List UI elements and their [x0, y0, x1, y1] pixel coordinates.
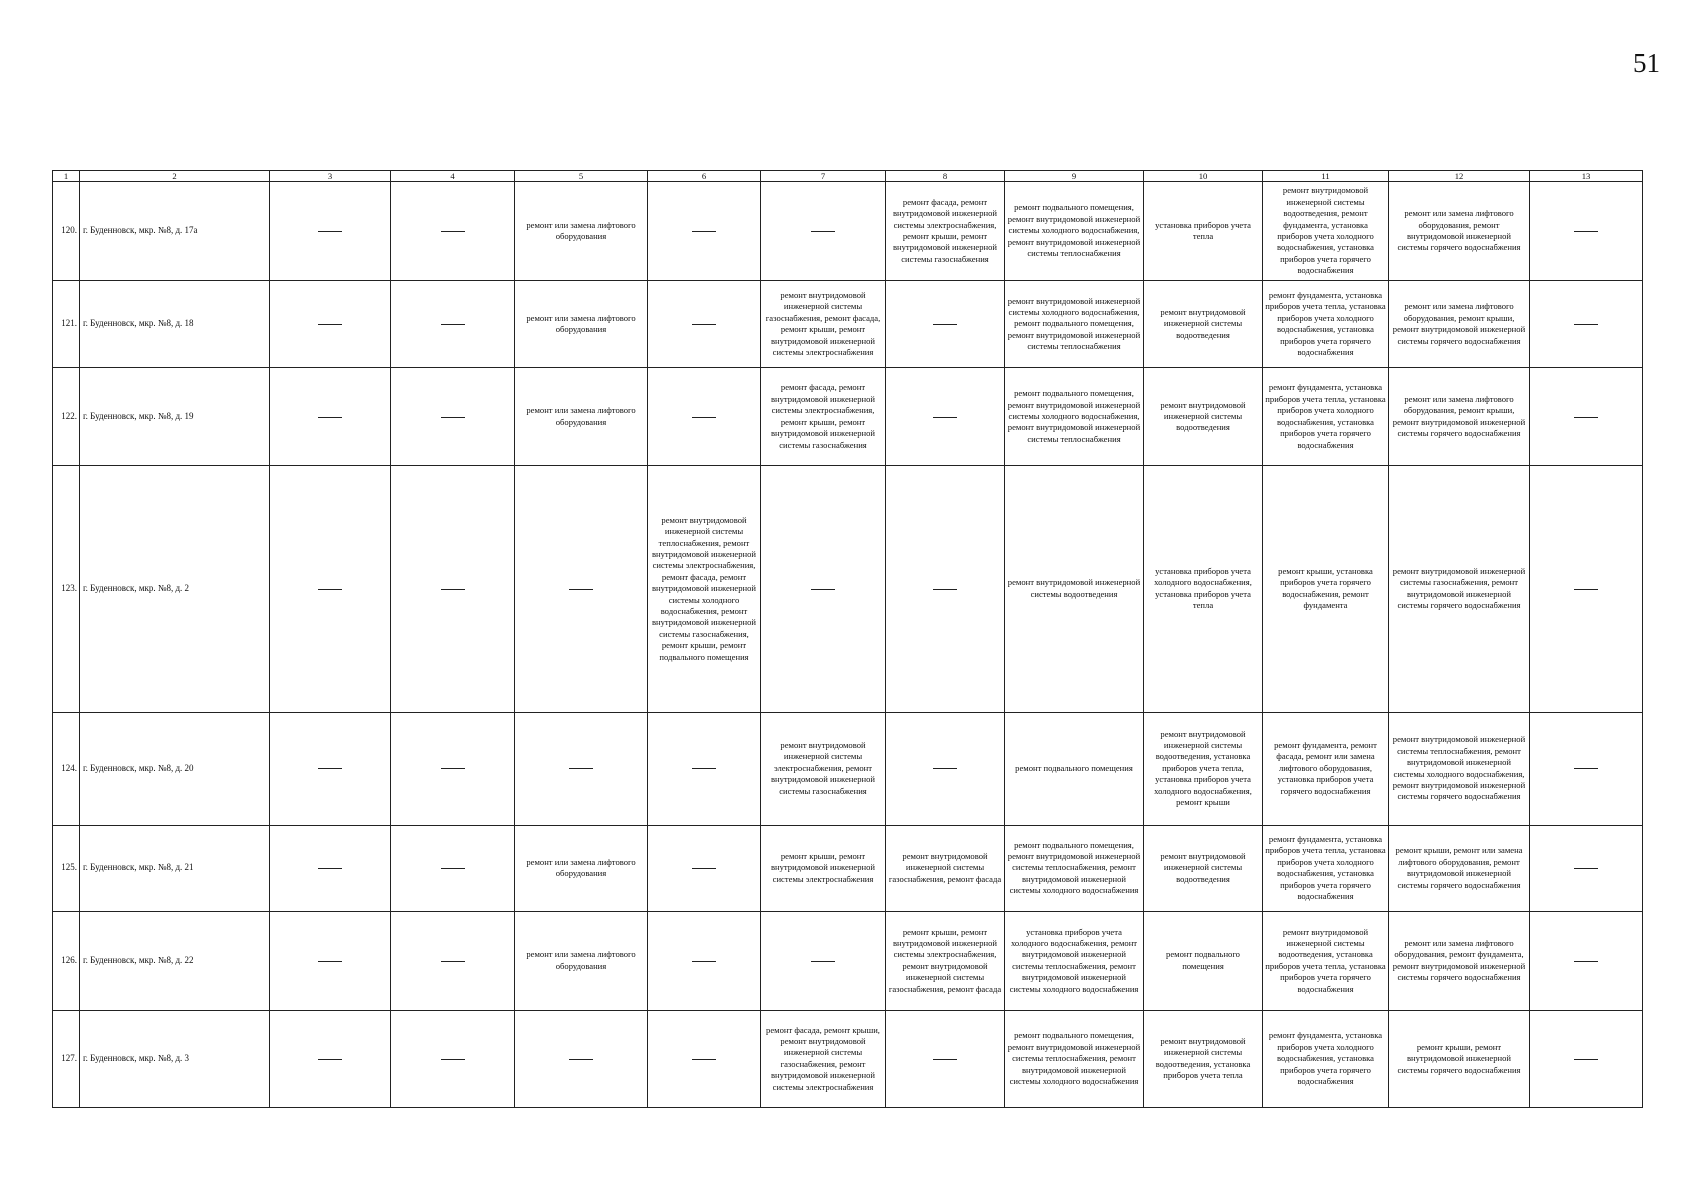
dash-mark [318, 324, 342, 325]
work-cell-c9: ремонт подвального помещения, ремонт внутридомовой инженерной системы холодного водоснабжения, ремонт внутридомовой инженерной системы теплоснабжения [1005, 368, 1144, 466]
empty-cell-c8 [886, 281, 1005, 368]
dash-mark [569, 1059, 593, 1060]
dash-mark [692, 768, 716, 769]
dash-mark [318, 1059, 342, 1060]
empty-cell-c4 [391, 281, 515, 368]
dash-mark [811, 961, 835, 962]
work-cell-c9: установка приборов учета холодного водоснабжения, ремонт внутридомовой инженерной системы теплоснабжения, ремонт внутридомовой инженерной системы холодного водоснабжения [1005, 911, 1144, 1010]
empty-cell-c6 [648, 281, 761, 368]
column-header: 5 [515, 171, 648, 182]
empty-cell-c3 [270, 911, 391, 1010]
empty-cell-c4 [391, 825, 515, 911]
column-header: 10 [1144, 171, 1263, 182]
work-cell-c12: ремонт или замена лифтового оборудования, ремонт крыши, ремонт внутридомовой инженерной системы горячего водоснабжения [1389, 368, 1530, 466]
empty-cell-c3 [270, 825, 391, 911]
work-cell-c5: ремонт или замена лифтового оборудования [515, 281, 648, 368]
dash-mark [441, 961, 465, 962]
work-cell-c9: ремонт внутридомовой инженерной системы холодного водоснабжения, ремонт подвального помещения, ремонт внутридомовой инженерной системы теплоснабжения [1005, 281, 1144, 368]
empty-cell-c6 [648, 368, 761, 466]
dash-mark [1574, 1059, 1598, 1060]
empty-cell-c13 [1530, 911, 1643, 1010]
dash-mark [692, 868, 716, 869]
column-header: 7 [761, 171, 886, 182]
dash-mark [318, 768, 342, 769]
address-cell: г. Буденновск, мкр. №8, д. 18 [80, 281, 270, 368]
dash-mark [811, 231, 835, 232]
work-cell-c10: ремонт внутридомовой инженерной системы водоотведения, установка приборов учета тепла [1144, 1010, 1263, 1107]
empty-cell-c3 [270, 281, 391, 368]
dash-mark [933, 417, 957, 418]
dash-mark [933, 589, 957, 590]
table-row [53, 712, 1643, 825]
address-cell: г. Буденновск, мкр. №8, д. 17а [80, 182, 270, 281]
address-cell: г. Буденновск, мкр. №8, д. 22 [80, 911, 270, 1010]
row-number: 120. [53, 182, 80, 281]
column-header: 12 [1389, 171, 1530, 182]
dash-mark [692, 1059, 716, 1060]
work-cell-c12: ремонт или замена лифтового оборудования, ремонт крыши, ремонт внутридомовой инженерной системы горячего водоснабжения [1389, 281, 1530, 368]
column-header: 8 [886, 171, 1005, 182]
row-number: 124. [53, 712, 80, 825]
dash-mark [1574, 417, 1598, 418]
column-header: 11 [1263, 171, 1389, 182]
work-cell-c12: ремонт крыши, ремонт или замена лифтового оборудования, ремонт внутридомовой инженерной системы горячего водоснабжения [1389, 825, 1530, 911]
dash-mark [441, 868, 465, 869]
empty-cell-c6 [648, 911, 761, 1010]
work-cell-c5: ремонт или замена лифтового оборудования [515, 182, 648, 281]
dash-mark [569, 768, 593, 769]
empty-cell-c4 [391, 368, 515, 466]
dash-mark [933, 768, 957, 769]
work-cell-c11: ремонт крыши, установка приборов учета горячего водоснабжения, ремонт фундамента [1263, 466, 1389, 712]
work-cell-c7: ремонт фасада, ремонт внутридомовой инженерной системы электроснабжения, ремонт крыши, ремонт внутридомовой инженерной системы газоснабжения [761, 368, 886, 466]
work-cell-c7: ремонт внутридомовой инженерной системы электроснабжения, ремонт внутридомовой инженерной системы газоснабжения [761, 712, 886, 825]
dash-mark [692, 961, 716, 962]
empty-cell-c5 [515, 712, 648, 825]
empty-cell-c8 [886, 466, 1005, 712]
empty-cell-c7 [761, 466, 886, 712]
address-cell: г. Буденновск, мкр. №8, д. 2 [80, 466, 270, 712]
column-header: 9 [1005, 171, 1144, 182]
column-header: 4 [391, 171, 515, 182]
dash-mark [318, 417, 342, 418]
table-row [53, 281, 1643, 368]
empty-cell-c4 [391, 182, 515, 281]
empty-cell-c4 [391, 712, 515, 825]
empty-cell-c5 [515, 1010, 648, 1107]
column-header: 6 [648, 171, 761, 182]
address-cell: г. Буденновск, мкр. №8, д. 3 [80, 1010, 270, 1107]
table-row [53, 911, 1643, 1010]
dash-mark [692, 231, 716, 232]
empty-cell-c8 [886, 1010, 1005, 1107]
work-cell-c10: ремонт внутридомовой инженерной системы водоотведения [1144, 281, 1263, 368]
dash-mark [1574, 231, 1598, 232]
dash-mark [441, 768, 465, 769]
row-number: 126. [53, 911, 80, 1010]
dash-mark [1574, 589, 1598, 590]
dash-mark [933, 1059, 957, 1060]
empty-cell-c13 [1530, 281, 1643, 368]
empty-cell-c6 [648, 182, 761, 281]
table-row [53, 368, 1643, 466]
work-cell-c8: ремонт фасада, ремонт внутридомовой инженерной системы электроснабжения, ремонт крыши, ремонт внутридомовой инженерной системы газоснабжения [886, 182, 1005, 281]
work-cell-c9: ремонт подвального помещения, ремонт внутридомовой инженерной системы холодного водоснабжения, ремонт внутридомовой инженерной системы теплоснабжения [1005, 182, 1144, 281]
empty-cell-c7 [761, 182, 886, 281]
table-row [53, 466, 1643, 712]
empty-cell-c13 [1530, 466, 1643, 712]
work-cell-c12: ремонт внутридомовой инженерной системы газоснабжения, ремонт внутридомовой инженерной системы горячего водоснабжения [1389, 466, 1530, 712]
work-cell-c12: ремонт или замена лифтового оборудования, ремонт фундамента, ремонт внутридомовой инженерной системы горячего водоснабжения [1389, 911, 1530, 1010]
work-cell-c8: ремонт крыши, ремонт внутридомовой инженерной системы электроснабжения, ремонт внутридомовой инженерной системы газоснабжения, ремонт фасада [886, 911, 1005, 1010]
empty-cell-c3 [270, 466, 391, 712]
table-row [53, 182, 1643, 281]
dash-mark [692, 324, 716, 325]
dash-mark [1574, 961, 1598, 962]
work-cell-c11: ремонт фундамента, установка приборов учета тепла, установка приборов учета холодного водоснабжения, установка приборов учета горячего водоснабжения [1263, 825, 1389, 911]
work-cell-c5: ремонт или замена лифтового оборудования [515, 825, 648, 911]
dash-mark [692, 417, 716, 418]
work-cell-c10: ремонт внутридомовой инженерной системы водоотведения [1144, 368, 1263, 466]
work-cell-c9: ремонт подвального помещения, ремонт внутридомовой инженерной системы теплоснабжения, ремонт внутридомовой инженерной системы холодного водоснабжения [1005, 1010, 1144, 1107]
dash-mark [441, 324, 465, 325]
work-cell-c10: ремонт подвального помещения [1144, 911, 1263, 1010]
empty-cell-c13 [1530, 825, 1643, 911]
row-number: 121. [53, 281, 80, 368]
column-header: 13 [1530, 171, 1643, 182]
empty-cell-c13 [1530, 182, 1643, 281]
work-cell-c9: ремонт подвального помещения, ремонт внутридомовой инженерной системы теплоснабжения, ремонт внутридомовой инженерной системы холодного водоснабжения [1005, 825, 1144, 911]
dash-mark [1574, 868, 1598, 869]
empty-cell-c4 [391, 466, 515, 712]
dash-mark [441, 589, 465, 590]
empty-cell-c3 [270, 182, 391, 281]
work-cell-c5: ремонт или замена лифтового оборудования [515, 911, 648, 1010]
work-cell-c10: ремонт внутридомовой инженерной системы водоотведения, установка приборов учета тепла, установка приборов учета холодного водоснабжения, ремонт крыши [1144, 712, 1263, 825]
empty-cell-c6 [648, 825, 761, 911]
work-cell-c12: ремонт или замена лифтового оборудования, ремонт внутридомовой инженерной системы горячего водоснабжения [1389, 182, 1530, 281]
empty-cell-c3 [270, 1010, 391, 1107]
empty-cell-c5 [515, 466, 648, 712]
dash-mark [1574, 768, 1598, 769]
column-header: 3 [270, 171, 391, 182]
dash-mark [318, 231, 342, 232]
work-cell-c12: ремонт внутридомовой инженерной системы теплоснабжения, ремонт внутридомовой инженерной системы холодного водоснабжения, ремонт внутридомовой инженерной системы горячего водоснабжения [1389, 712, 1530, 825]
work-cell-c11: ремонт внутридомовой инженерной системы водоотведения, ремонт фундамента, установка приборов учета холодного водоснабжения, установка приборов учета горячего водоснабжения [1263, 182, 1389, 281]
empty-cell-c6 [648, 712, 761, 825]
empty-cell-c13 [1530, 712, 1643, 825]
dash-mark [441, 231, 465, 232]
dash-mark [318, 961, 342, 962]
empty-cell-c7 [761, 911, 886, 1010]
address-cell: г. Буденновск, мкр. №8, д. 21 [80, 825, 270, 911]
empty-cell-c8 [886, 368, 1005, 466]
empty-cell-c3 [270, 368, 391, 466]
column-header: 1 [53, 171, 80, 182]
dash-mark [441, 1059, 465, 1060]
dash-mark [1574, 324, 1598, 325]
row-number: 123. [53, 466, 80, 712]
dash-mark [811, 589, 835, 590]
empty-cell-c13 [1530, 1010, 1643, 1107]
row-number: 125. [53, 825, 80, 911]
empty-cell-c3 [270, 712, 391, 825]
row-number: 122. [53, 368, 80, 466]
work-cell-c7: ремонт внутридомовой инженерной системы газоснабжения, ремонт фасада, ремонт крыши, ремонт внутридомовой инженерной системы электроснабжения [761, 281, 886, 368]
work-cell-c10: ремонт внутридомовой инженерной системы водоотведения [1144, 825, 1263, 911]
work-cell-c8: ремонт внутридомовой инженерной системы газоснабжения, ремонт фасада [886, 825, 1005, 911]
dash-mark [569, 589, 593, 590]
empty-cell-c4 [391, 1010, 515, 1107]
work-cell-c11: ремонт фундамента, ремонт фасада, ремонт или замена лифтового оборудования, установка приборов учета горячего водоснабжения [1263, 712, 1389, 825]
work-cell-c6: ремонт внутридомовой инженерной системы теплоснабжения, ремонт внутридомовой инженерной системы электроснабжения, ремонт фасада, ремонт внутридомовой инженерной системы холодного водоснабжения, ремонт внутридомовой инженерной системы газоснабжения, ремонт крыши, ремонт подвального помещения [648, 466, 761, 712]
empty-cell-c6 [648, 1010, 761, 1107]
dash-mark [933, 324, 957, 325]
dash-mark [441, 417, 465, 418]
page-number: 51 [1633, 48, 1660, 78]
address-cell: г. Буденновск, мкр. №8, д. 20 [80, 712, 270, 825]
address-cell: г. Буденновск, мкр. №8, д. 19 [80, 368, 270, 466]
work-cell-c10: установка приборов учета тепла [1144, 182, 1263, 281]
empty-cell-c4 [391, 911, 515, 1010]
table-body [53, 182, 1643, 1108]
column-header: 2 [80, 171, 270, 182]
work-cell-c12: ремонт крыши, ремонт внутридомовой инженерной системы горячего водоснабжения [1389, 1010, 1530, 1107]
work-cell-c9: ремонт подвального помещения [1005, 712, 1144, 825]
header-row [53, 171, 1643, 182]
work-cell-c7: ремонт крыши, ремонт внутридомовой инженерной системы электроснабжения [761, 825, 886, 911]
work-cell-c11: ремонт фундамента, установка приборов учета тепла, установка приборов учета холодного водоснабжения, установка приборов учета горячего водоснабжения [1263, 368, 1389, 466]
dash-mark [318, 589, 342, 590]
dash-mark [318, 868, 342, 869]
table-row [53, 1010, 1643, 1107]
work-cell-c7: ремонт фасада, ремонт крыши, ремонт внутридомовой инженерной системы газоснабжения, ремонт внутридомовой инженерной системы электроснабжения [761, 1010, 886, 1107]
repair-schedule-table [52, 170, 1643, 1108]
work-cell-c5: ремонт или замена лифтового оборудования [515, 368, 648, 466]
row-number: 127. [53, 1010, 80, 1107]
empty-cell-c8 [886, 712, 1005, 825]
work-cell-c11: ремонт фундамента, установка приборов учета холодного водоснабжения, установка приборов учета горячего водоснабжения [1263, 1010, 1389, 1107]
work-cell-c11: ремонт внутридомовой инженерной системы водоотведения, установка приборов учета тепла, установка приборов учета горячего водоснабжения [1263, 911, 1389, 1010]
work-cell-c10: установка приборов учета холодного водоснабжения, установка приборов учета тепла [1144, 466, 1263, 712]
work-cell-c9: ремонт внутридомовой инженерной системы водоотведения [1005, 466, 1144, 712]
empty-cell-c13 [1530, 368, 1643, 466]
work-cell-c11: ремонт фундамента, установка приборов учета тепла, установка приборов учета холодного водоснабжения, установка приборов учета горячего водоснабжения [1263, 281, 1389, 368]
table-row [53, 825, 1643, 911]
